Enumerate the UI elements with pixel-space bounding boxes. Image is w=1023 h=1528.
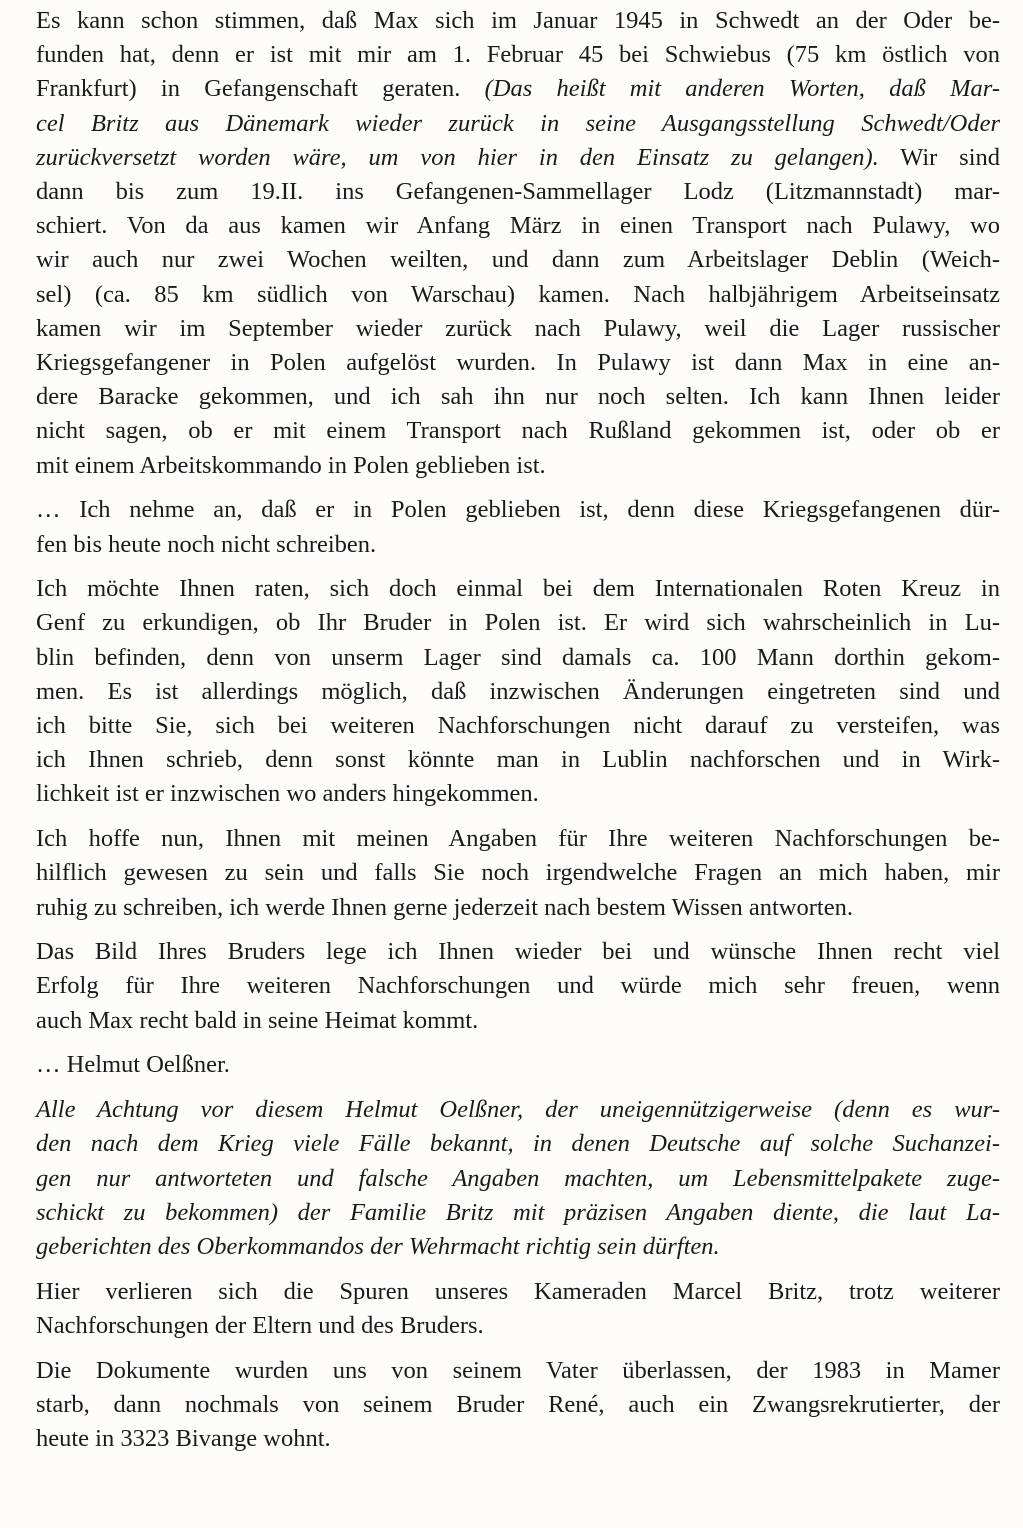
paragraph	[36, 1093, 1000, 1264]
text-line	[36, 1162, 1000, 1196]
italic-text: Alle Achtung vor diesem Helmut Oelßner, der uneigennützigerweise (denn es wur-	[36, 1096, 1000, 1124]
body-text-span: nicht sagen, ob er mit einem Transport nach Rußland gekommen ist, oder ob er	[36, 417, 1000, 445]
body-text-span: Ich möchte Ihnen raten, sich doch einmal bei dem Internationalen Roten Kreuz in	[36, 575, 1000, 603]
body-text-span: dere Baracke gekommen, und ich sah ihn nur noch selten. Ich kann Ihnen leider	[36, 383, 1000, 411]
body-text-span: men. Es ist allerdings möglich, daß inzwischen Änderungen eingetreten sind und	[36, 677, 1000, 705]
text-line	[36, 709, 1000, 743]
text-line	[36, 528, 1000, 562]
body-text-span: Kriegsgefangener in Polen aufgelöst wurden. In Pulawy ist dann Max in eine an-	[36, 349, 1000, 377]
body-text-span: ich Ihnen schrieb, denn sonst könnte man in Lublin nachforschen und in Wirk-	[36, 746, 1000, 774]
text-line	[36, 312, 1000, 346]
body-text-span: Hier verlieren sich die Spuren unseres Kameraden Marcel Britz, trotz weiterer	[36, 1277, 1000, 1305]
text-line	[36, 606, 1000, 640]
body-text-span: … Ich nehme an, daß er in Polen geblieben ist, denn diese Kriegsgefangenen dür-	[36, 496, 1000, 524]
text-line	[36, 1004, 1000, 1038]
body-text-span: … Helmut Oelßner.	[36, 1051, 230, 1079]
body-text-span: ruhig zu schreiben, ich werde Ihnen gerne jederzeit nach bestem Wissen antworten.	[36, 893, 853, 921]
text-line	[36, 243, 1000, 277]
text-line	[36, 1388, 1000, 1422]
text-line	[36, 822, 1000, 856]
text-line	[36, 1309, 1000, 1343]
text-line	[36, 1230, 1000, 1264]
italic-text: schickt zu bekommen) der Familie Britz mit präzisen Angaben diente, die laut La-	[36, 1198, 1000, 1226]
body-text-span: Das Bild Ihres Bruders lege ich Ihnen wieder bei und wünsche Ihnen recht viel	[36, 938, 1000, 966]
text-line	[36, 891, 1000, 925]
text-line	[36, 1093, 1000, 1127]
italic-text: den nach dem Krieg viele Fälle bekannt, in denen Deutsche auf solche Suchanzei-	[36, 1130, 1000, 1158]
body-text-span: heute in 3323 Bivange wohnt.	[36, 1424, 331, 1452]
italic-text: cel Britz aus Dänemark wieder zurück in seine Ausgangsstellung Schwedt/Oder	[36, 109, 1000, 137]
text-line	[36, 856, 1000, 890]
text-line	[36, 380, 1000, 414]
text-line	[36, 414, 1000, 448]
text-line	[36, 1196, 1000, 1230]
text-line	[36, 4, 1000, 38]
body-text-span: Es kann schon stimmen, daß Max sich im Januar 1945 in Schwedt an der Oder be-	[36, 7, 1000, 34]
text-line	[36, 1275, 1000, 1309]
text-line	[36, 743, 1000, 777]
body-text-span: kamen wir im September wieder zurück nach Pulawy, weil die Lager russischer	[36, 314, 1000, 342]
text-line	[36, 449, 1000, 483]
text-line	[36, 175, 1000, 209]
italic-text: zurückversetzt worden wäre, um von hier in den Einsatz zu gelangen).	[36, 143, 879, 171]
body-text	[36, 4, 1000, 1467]
body-text-span: Frankfurt) in Gefangenschaft geraten.	[36, 75, 485, 103]
paragraph	[36, 1048, 1000, 1082]
text-line	[36, 72, 1000, 106]
body-text-span: blin befinden, denn von unserm Lager sind damals ca. 100 Mann dorthin gekom-	[36, 643, 1000, 671]
body-text-span: mit einem Arbeitskommando in Polen geblieben ist.	[36, 451, 546, 479]
body-text-span: funden hat, denn er ist mit mir am 1. Februar 45 bei Schwiebus (75 km östlich von	[36, 41, 1000, 69]
text-line	[36, 675, 1000, 709]
body-text-span: wir auch nur zwei Wochen weilten, und dann zum Arbeitslager Deblin (Weich-	[36, 246, 1000, 274]
text-line	[36, 969, 1000, 1003]
text-line	[36, 777, 1000, 811]
body-text-span: lichkeit ist er inzwischen wo anders hingekommen.	[36, 780, 539, 808]
text-line	[36, 1422, 1000, 1456]
italic-text: gen nur antworteten und falsche Angaben machten, um Lebensmittelpakete zuge-	[36, 1164, 1000, 1192]
paragraph	[36, 1275, 1000, 1343]
text-line	[36, 1127, 1000, 1161]
text-line	[36, 278, 1000, 312]
body-text-span: hilflich gewesen zu sein und falls Sie noch irgendwelche Fragen an mich haben, mir	[36, 859, 1000, 887]
body-text-span: Ich hoffe nun, Ihnen mit meinen Angaben für Ihre weiteren Nachforschungen be-	[36, 825, 1000, 853]
text-line	[36, 107, 1000, 141]
text-line	[36, 346, 1000, 380]
text-line	[36, 1048, 1000, 1082]
body-text-span: ich bitte Sie, sich bei weiteren Nachforschungen nicht darauf zu versteifen, was	[36, 712, 1000, 740]
paragraph	[36, 493, 1000, 561]
paragraph	[36, 1354, 1000, 1457]
text-line	[36, 141, 1000, 175]
body-text-span: sel) (ca. 85 km südlich von Warschau) kamen. Nach halbjährigem Arbeitseinsatz	[36, 280, 1000, 308]
body-text-span: Erfolg für Ihre weiteren Nachforschungen und würde mich sehr freuen, wenn	[36, 972, 1000, 1000]
italic-text: geberichten des Oberkommandos der Wehrmacht richtig sein dürften.	[36, 1232, 720, 1260]
paragraph	[36, 822, 1000, 925]
body-text-span: Genf zu erkundigen, ob Ihr Bruder in Polen ist. Er wird sich wahrscheinlich in Lu-	[36, 609, 1000, 637]
text-line	[36, 209, 1000, 243]
body-text-span: starb, dann nochmals von seinem Bruder René, auch ein Zwangsrekrutierter, der	[36, 1390, 1000, 1418]
paragraph	[36, 935, 1000, 1038]
text-line	[36, 572, 1000, 606]
text-line	[36, 1354, 1000, 1388]
body-text-span: Nachforschungen der Eltern und des Bruders.	[36, 1311, 484, 1339]
body-text-span: auch Max recht bald in seine Heimat kommt.	[36, 1006, 479, 1034]
body-text-span: Wir sind	[878, 143, 1001, 171]
italic-text: (Das heißt mit anderen Worten, daß Mar-	[484, 75, 1001, 103]
text-line	[36, 38, 1000, 72]
text-line	[36, 641, 1000, 675]
body-text-span: fen bis heute noch nicht schreiben.	[36, 530, 377, 558]
text-line	[36, 493, 1000, 527]
paragraph	[36, 4, 1000, 483]
body-text-span: schiert. Von da aus kamen wir Anfang März in einen Transport nach Pulawy, wo	[36, 212, 1000, 240]
body-text-span: Die Dokumente wurden uns von seinem Vater überlassen, der 1983 in Mamer	[36, 1356, 1000, 1384]
text-line	[36, 935, 1000, 969]
body-text-span: dann bis zum 19.II. ins Gefangenen-Sammellager Lodz (Litzmannstadt) mar-	[36, 178, 1000, 206]
paragraph	[36, 572, 1000, 811]
